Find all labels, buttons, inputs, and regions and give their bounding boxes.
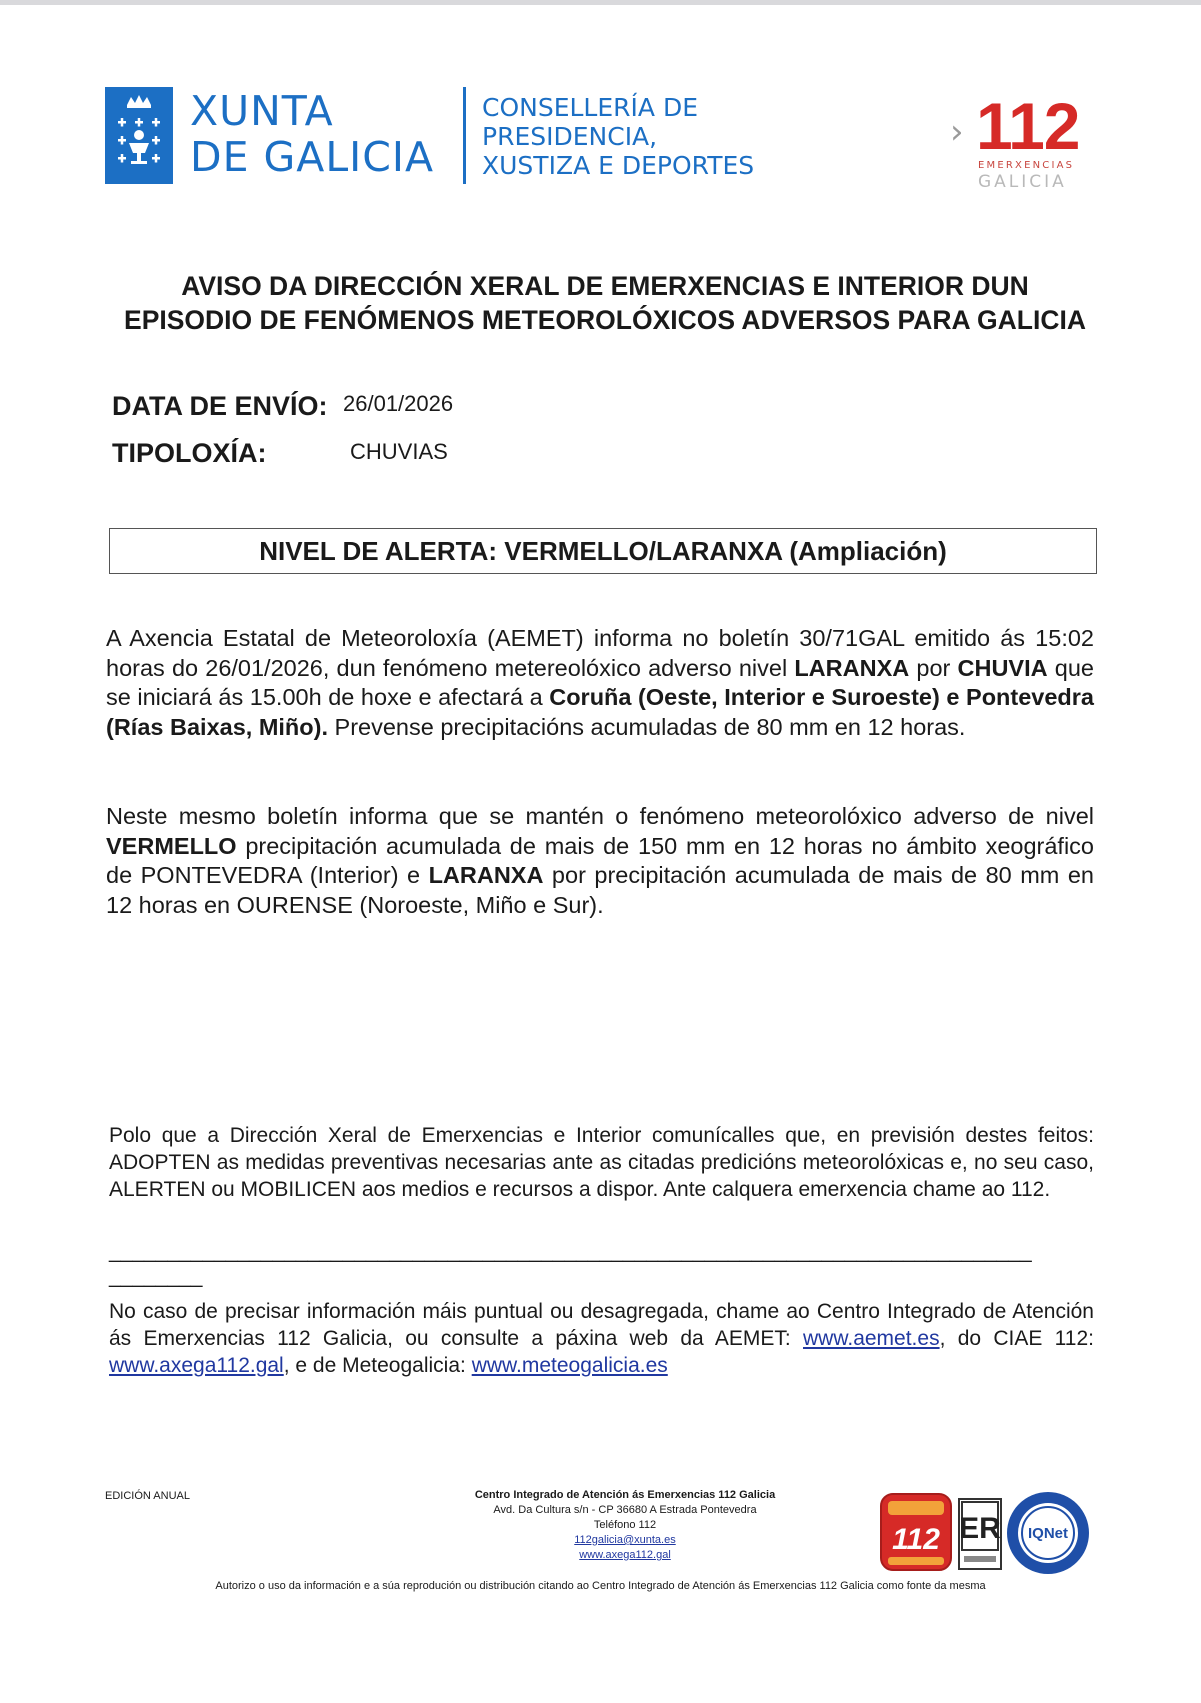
footer-phone: Teléfono 112 [593, 1519, 657, 1531]
p2-bold-2: LARANXA [428, 862, 544, 888]
department-line2: PRESIDENCIA, [482, 122, 658, 151]
date-label: DATA DE ENVÍO: [112, 391, 328, 421]
title-line2: EPISODIO DE FENÓMENOS METEOROLÓXICOS ADVERSOS PARA GALICIA [124, 305, 1086, 335]
er-certification-seal [958, 1498, 1002, 1570]
axega112-link[interactable]: www.axega112.gal [109, 1354, 284, 1377]
p1-bold-1: LARANXA [794, 654, 910, 681]
department-name [482, 93, 754, 180]
p1-text-1: A Axencia Estatal de Meteoroloxía (AEMET) informa no boletín 30/71GAL emitido ás 15:02 horas do 26/01/2026, dun fenómeno metereolóxico adverso nivel [106, 625, 1094, 681]
footer-web-link[interactable]: www.axega112.gal [579, 1549, 671, 1561]
logo-112-number: 112 [976, 89, 1080, 163]
footer-contact [420, 1488, 830, 1563]
department-line3: XUSTIZA E DEPORTES [482, 151, 755, 180]
crown-cross-icon [105, 87, 173, 184]
paragraph-4 [109, 1298, 1094, 1379]
type-value: CHUVIAS [350, 439, 448, 464]
p1-bold-2: CHUVIA [957, 654, 1048, 681]
title-line1: AVISO DA DIRECCIÓN XERAL DE EMERXENCIAS E INTERIOR DUN [181, 271, 1029, 301]
quality-112-seal [880, 1493, 952, 1571]
date-value: 26/01/2026 [343, 391, 454, 416]
p1-text-3: que se iniciará ás 15.00h de hoxe e afectará a [106, 654, 1094, 710]
footer-center-name: Centro Integrado de Atención ás Emerxencias 112 Galicia [474, 1489, 776, 1501]
iqnet-seal-icon [1005, 1490, 1091, 1576]
p4-text-3: , e de Meteogalicia: [283, 1354, 472, 1377]
xunta-line1: XUNTA [190, 87, 334, 135]
type-label: TIPOLOXÍA: [112, 438, 267, 468]
footer-usage-note: Autorizo o uso da información e a súa reprodución ou distribución citando ao Centro Integrado de Atención ás Emerxencias 112 Galicia como fonte da mesma [215, 1580, 986, 1592]
paragraph-1 [106, 624, 1094, 742]
iqnet-certification-seal [1005, 1490, 1091, 1576]
p2-text-3: por precipitación acumulada de mais de 80 mm en 12 horas en OURENSE (Noroeste, Miño e Sur). [106, 862, 1094, 918]
er-seal-icon [958, 1498, 1002, 1570]
logo-112-sub2: GALICIA [978, 172, 1067, 192]
alert-level-box: NIVEL DE ALERTA: VERMELLO/LARANXA (Ampliación) [109, 528, 1097, 574]
xunta-line2: DE GALICIA [190, 133, 435, 181]
aemet-link[interactable]: www.aemet.es [803, 1327, 940, 1350]
logo-112-sub1: EMERXENCIAS [978, 160, 1075, 171]
p1-bold-3: Coruña (Oeste, Interior e Suroeste) e Pontevedra (Rías Baixas, Miño). [106, 684, 1095, 740]
p1-text-4: Prevense precipitacións acumuladas de 80 mm en 12 horas. [328, 713, 966, 740]
edition-label: EDICIÓN ANUAL [105, 1490, 190, 1502]
p4-text-1: No caso de precisar información máis puntual ou desagregada, chame ao Centro Integrado de Atención ás Emerxencias 112 Galicia, ou consulte a páxina web da AEMET: [109, 1300, 1094, 1350]
seal-112-number: 112 [892, 1523, 940, 1556]
p2-text-1: Neste mesmo boletín informa que se mantén o fenómeno meteorolóxico adverso de nivel [106, 803, 1094, 829]
divider-dashes-2: ________ [109, 1265, 203, 1288]
footer-address: Avd. Da Cultura s/n - CP 36680 A Estrada Pontevedra [493, 1504, 757, 1516]
document-title [105, 269, 1105, 337]
department-line1: CONSELLERÍA DE [482, 93, 698, 122]
iqnet-seal-text: IQNet [1027, 1525, 1069, 1542]
top-bar [0, 0, 1201, 5]
p1-text-2: por [909, 654, 958, 681]
xunta-shield-logo [105, 87, 173, 184]
emergencias-112-logo [950, 89, 1090, 193]
xunta-name [190, 88, 434, 180]
header-divider [463, 87, 466, 184]
er-seal-letters: ER [959, 1512, 1001, 1545]
paragraph-2 [106, 802, 1094, 920]
chevron-right-icon: › [950, 112, 964, 152]
seal-112-icon [880, 1493, 952, 1571]
divider-dashes-1: _______________________________________________________________________________ [109, 1240, 1032, 1263]
meteogalicia-link[interactable]: www.meteogalicia.es [471, 1354, 668, 1377]
p4-text-2: , do CIAE 112: [939, 1327, 1094, 1350]
paragraph-3: Polo que a Dirección Xeral de Emerxencias e Interior comunícalles que, en previsión destes feitos: ADOPTEN as medidas preventivas necesarias ante as citadas predicións meteorolóxicas e, no seu caso, ALERTEN ou MOBILICEN aos medios e recursos a dispor. Ante calquera emerxencia chame ao 112. [109, 1124, 1094, 1201]
p2-bold-1: VERMELLO [106, 832, 237, 859]
footer-email-link[interactable]: 112galicia@xunta.es [574, 1534, 676, 1546]
p2-text-2: precipitación acumulada de mais de 150 mm en 12 horas no ámbito xeográfico de PONTEVEDRA (Interior) e [106, 832, 1094, 888]
